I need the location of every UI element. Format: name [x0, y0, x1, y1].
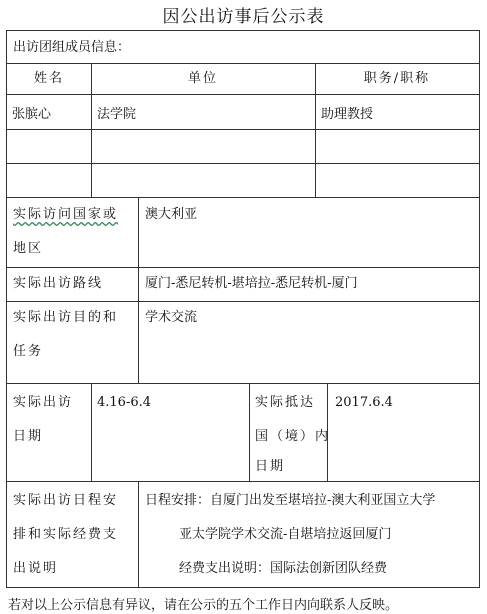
date-label-line1: 实际出访 — [13, 395, 74, 410]
table-rule — [7, 94, 479, 95]
table-rule — [7, 163, 479, 164]
schedule-value-line1: 日程安排：自厦门出发至堪培拉-澳大利亚国立大学 — [145, 493, 436, 508]
table-rule — [7, 383, 479, 384]
schedule-label-line3: 出说明 — [13, 561, 59, 576]
arrival-label-line1: 实际抵达 — [255, 395, 316, 410]
route-value: 厦门-悉尼转机-堪培拉-悉尼转机-厦门 — [145, 276, 358, 291]
schedule-value-line3: 经费支出说明：国际法创新团队经费 — [179, 561, 388, 576]
column-header-unit: 单位 — [187, 71, 218, 86]
member-unit: 法学院 — [97, 107, 137, 122]
purpose-label-line2: 任务 — [13, 344, 44, 359]
route-label: 实际出访路线 — [13, 276, 104, 291]
table-rule — [7, 267, 479, 268]
country-label-line2: 地区 — [13, 241, 44, 256]
column-header-name: 姓名 — [33, 71, 64, 86]
table-rule — [7, 197, 479, 198]
disclosure-table — [6, 30, 480, 588]
country-value: 澳大利亚 — [145, 207, 198, 222]
schedule-label-line1: 实际出访日程安 — [13, 493, 119, 508]
date-label-line2: 日期 — [13, 429, 44, 444]
date-value: 4.16-6.4 — [97, 395, 152, 410]
page-title: 因公出访事后公示表 — [162, 7, 325, 27]
column-header-position: 职务/职称 — [363, 71, 431, 86]
purpose-value: 学术交流 — [145, 310, 198, 325]
members-header: 出访团组成员信息： — [13, 40, 131, 55]
table-rule — [91, 383, 92, 481]
member-position: 助理教授 — [321, 107, 374, 122]
country-label-line1: 实际访问国家或 — [13, 207, 119, 222]
member-name: 张膑心 — [12, 107, 52, 122]
schedule-label-line2: 排和实际经费支 — [13, 527, 119, 542]
schedule-value-line2: 亚太学院学术交流-自堪培拉返回厦门 — [179, 527, 392, 542]
table-rule — [7, 301, 479, 302]
purpose-label-line1: 实际出访目的和 — [13, 310, 119, 325]
table-rule — [249, 383, 250, 481]
arrival-label-line2: 国（境）内 — [255, 429, 331, 444]
table-rule — [7, 129, 479, 130]
arrival-label-line3: 日期 — [255, 459, 286, 474]
table-rule — [138, 197, 139, 383]
arrival-value: 2017.6.4 — [335, 395, 393, 410]
table-rule — [138, 481, 139, 587]
footer-note: 若对以上公示信息有异议，请在公示的五个工作日内向联系人反映。 — [8, 598, 399, 613]
table-rule — [7, 63, 479, 64]
table-rule — [7, 481, 479, 482]
